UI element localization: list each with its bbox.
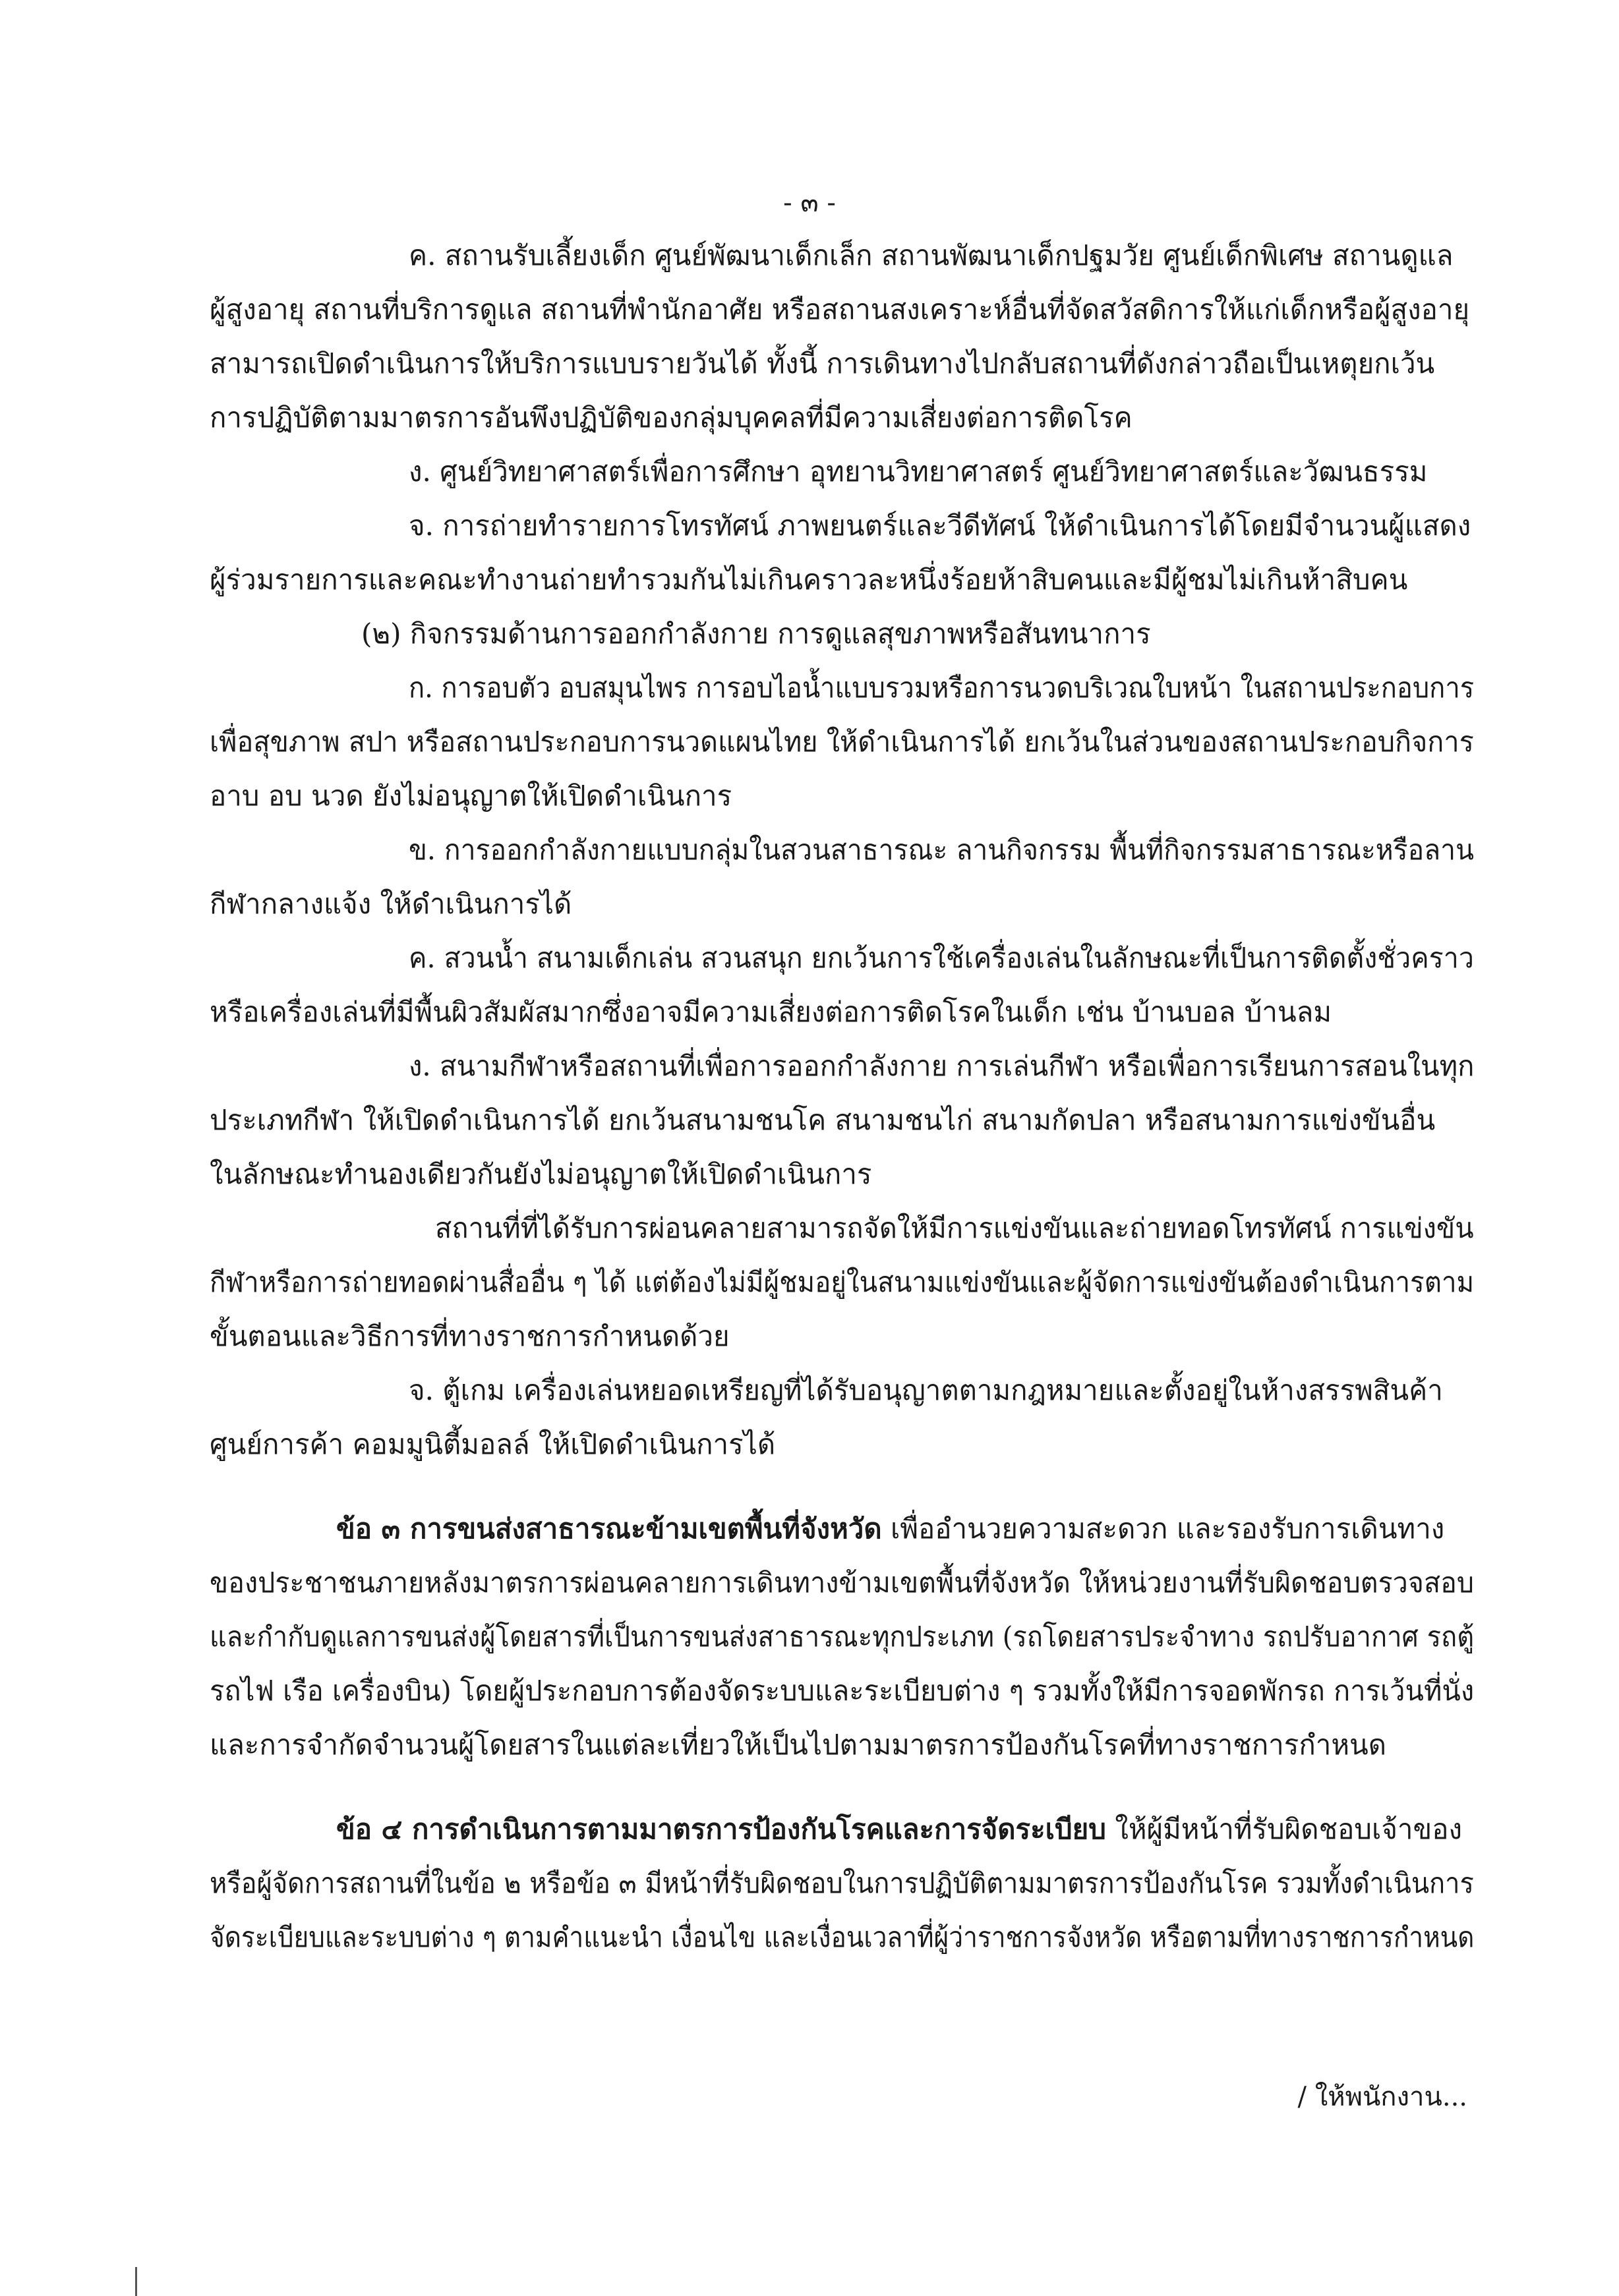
paragraph-line: ผู้ร่วมรายการและคณะทำงานถ่ายทำรวมกันไม่เกินคราวละหนึ่งร้อยห้าสิบคนและมีผู้ชมไม่เกินห้าสิบคน (210, 563, 1408, 596)
scan-edge-mark (135, 2267, 137, 2296)
paragraph-line: ข. การออกกำลังกายแบบกลุ่มในสวนสาธารณะ ลานกิจกรรม พื้นที่กิจกรรมสาธารณะหรือลาน (409, 834, 1475, 866)
paragraph-line: ค. สถานรับเลี้ยงเด็ก ศูนย์พัฒนาเด็กเล็ก สถานพัฒนาเด็กปฐมวัย ศูนย์เด็กพิเศษ สถานดูแล (409, 239, 1454, 272)
clause-paragraph-first-line (336, 1810, 1462, 1849)
paragraph-line: ค. สวนน้ำ สนามเด็กเล่น สวนสนุก ยกเว้นการใช้เครื่องเล่นในลักษณะที่เป็นการติดตั้งชั่วคราว (409, 942, 1474, 974)
paragraph-line: สามารถเปิดดำเนินการให้บริการแบบรายวันได้ ทั้งนี้ การเดินทางไปกลับสถานที่ดังกล่าวถือเป็นเหตุยกเว้น (210, 347, 1435, 380)
paragraph-line: รถไฟ เรือ เครื่องบิน) โดยผู้ประกอบการต้องจัดระบบและระเบียบต่าง ๆ รวมทั้งให้มีการจอดพักรถ การเว้นที่นั่ง (210, 1675, 1475, 1707)
paragraph-line: จัดระเบียบและระบบต่าง ๆ ตามคำแนะนำ เงื่อนไข และเงื่อนเวลาที่ผู้ว่าราชการจังหวัด หรือตามที่ทางราชการกำหนด (210, 1921, 1475, 1953)
clause-text: ให้ผู้มีหน้าที่รับผิดชอบเจ้าของ (1115, 1813, 1462, 1845)
paragraph-line: และกำกับดูแลการขนส่งผู้โดยสารที่เป็นการขนส่งสาธารณะทุกประเภท (รถโดยสารประจำทาง รถปรับอากาศ รถตู้ (210, 1621, 1475, 1653)
paragraph-line: หรือเครื่องเล่นที่มีพื้นผิวสัมผัสมากซึ่งอาจมีความเสี่ยงต่อการติดโรคในเด็ก เช่น บ้านบอล บ้านลม (210, 996, 1332, 1028)
paragraph-line: กีฬากลางแจ้ง ให้ดำเนินการได้ (210, 888, 572, 920)
paragraph-line: ง. ศูนย์วิทยาศาสตร์เพื่อการศึกษา อุทยานวิทยาศาสตร์ ศูนย์วิทยาศาสตร์และวัฒนธรรม (409, 455, 1428, 488)
clause-title: ข้อ ๓ การขนส่งสาธารณะข้ามเขตพื้นที่จังหวัด (336, 1512, 882, 1545)
paragraph-line: ของประชาชนภายหลังมาตรการผ่อนคลายการเดินทางข้ามเขตพื้นที่จังหวัด ให้หน่วยงานที่รับผิดชอบตรวจสอบ (210, 1566, 1475, 1599)
paragraph-line: ขั้นตอนและวิธีการที่ทางราชการกำหนดด้วย (210, 1320, 730, 1352)
clause-title: ข้อ ๔ การดำเนินการตามมาตรการป้องกันโรคและการจัดระเบียบ (336, 1813, 1106, 1845)
paragraph-line: และการจำกัดจำนวนผู้โดยสารในแต่ละเที่ยวให้เป็นไปตามมาตรการป้องกันโรคที่ทางราชการกำหนด (210, 1729, 1386, 1761)
paragraph-line: ง. สนามกีฬาหรือสถานที่เพื่อการออกกำลังกาย การเล่นกีฬา หรือเพื่อการเรียนการสอนในทุก (409, 1050, 1475, 1082)
paragraph-line: การปฏิบัติตามมาตรการอันพึงปฏิบัติของกลุ่มบุคคลที่มีความเสี่ยงต่อการติดโรค (210, 401, 1133, 434)
paragraph-line: อาบ อบ นวด ยังไม่อนุญาตให้เปิดดำเนินการ (210, 780, 732, 812)
paragraph-line: ก. การอบตัว อบสมุนไพร การอบไอน้ำแบบรวมหรือการนวดบริเวณใบหน้า ในสถานประกอบการ (409, 672, 1475, 704)
paragraph-line: จ. การถ่ายทำรายการโทรทัศน์ ภาพยนตร์และวีดีทัศน์ ให้ดำเนินการได้โดยมีจำนวนผู้แสดง (409, 509, 1471, 542)
paragraph-line: จ. ตู้เกม เครื่องเล่นหยอดเหรียญที่ได้รับอนุญาตตามกฎหมายและตั้งอยู่ในห้างสรรพสินค้า (409, 1374, 1443, 1406)
paragraph-line: ในลักษณะทำนองเดียวกันยังไม่อนุญาตให้เปิดดำเนินการ (210, 1158, 872, 1190)
continuation-marker: / ให้พนักงาน... (1297, 2082, 1467, 2112)
clause-text: เพื่ออำนวยความสะดวก และรองรับการเดินทาง (890, 1512, 1445, 1545)
paragraph-line: ประเภทกีฬา ให้เปิดดำเนินการได้ ยกเว้นสนามชนโค สนามชนไก่ สนามกัดปลา หรือสนามการแข่งขันอื่น (210, 1104, 1436, 1136)
clause-paragraph-first-line (336, 1509, 1444, 1549)
paragraph-line: เพื่อสุขภาพ สปา หรือสถานประกอบการนวดแผนไทย ให้ดำเนินการได้ ยกเว้นในส่วนของสถานประกอบกิจการ (210, 726, 1474, 758)
paragraph-line: หรือผู้จัดการสถานที่ในข้อ ๒ หรือข้อ ๓ มีหน้าที่รับผิดชอบในการปฏิบัติตามมาตรการป้องกันโรค รวมทั้งดำเนินการ (210, 1867, 1474, 1899)
paragraph-line: ผู้สูงอายุ สถานที่บริการดูแล สถานที่พำนักอาศัย หรือสถานสงเคราะห์อื่นที่จัดสวัสดิการให้แก่เด็กหรือผู้สูงอายุ (210, 293, 1470, 326)
paragraph-line: สถานที่ที่ได้รับการผ่อนคลายสามารถจัดให้มีการแข่งขันและถ่ายทอดโทรทัศน์ การแข่งขัน (435, 1212, 1474, 1244)
paragraph-line: กีฬาหรือการถ่ายทอดผ่านสื่ออื่น ๆ ได้ แต่ต้องไม่มีผู้ชมอยู่ในสนามแข่งขันและผู้จัดการแข่งขันต้องดำเนินการตาม (210, 1266, 1475, 1298)
page-number: - ๓ - (783, 188, 836, 218)
paragraph-line: ศูนย์การค้า คอมมูนิตี้มอลล์ ให้เปิดดำเนินการได้ (210, 1428, 776, 1460)
section-heading: (๒) กิจกรรมด้านการออกกำลังกาย การดูแลสุขภาพหรือสันทนาการ (361, 617, 1151, 650)
